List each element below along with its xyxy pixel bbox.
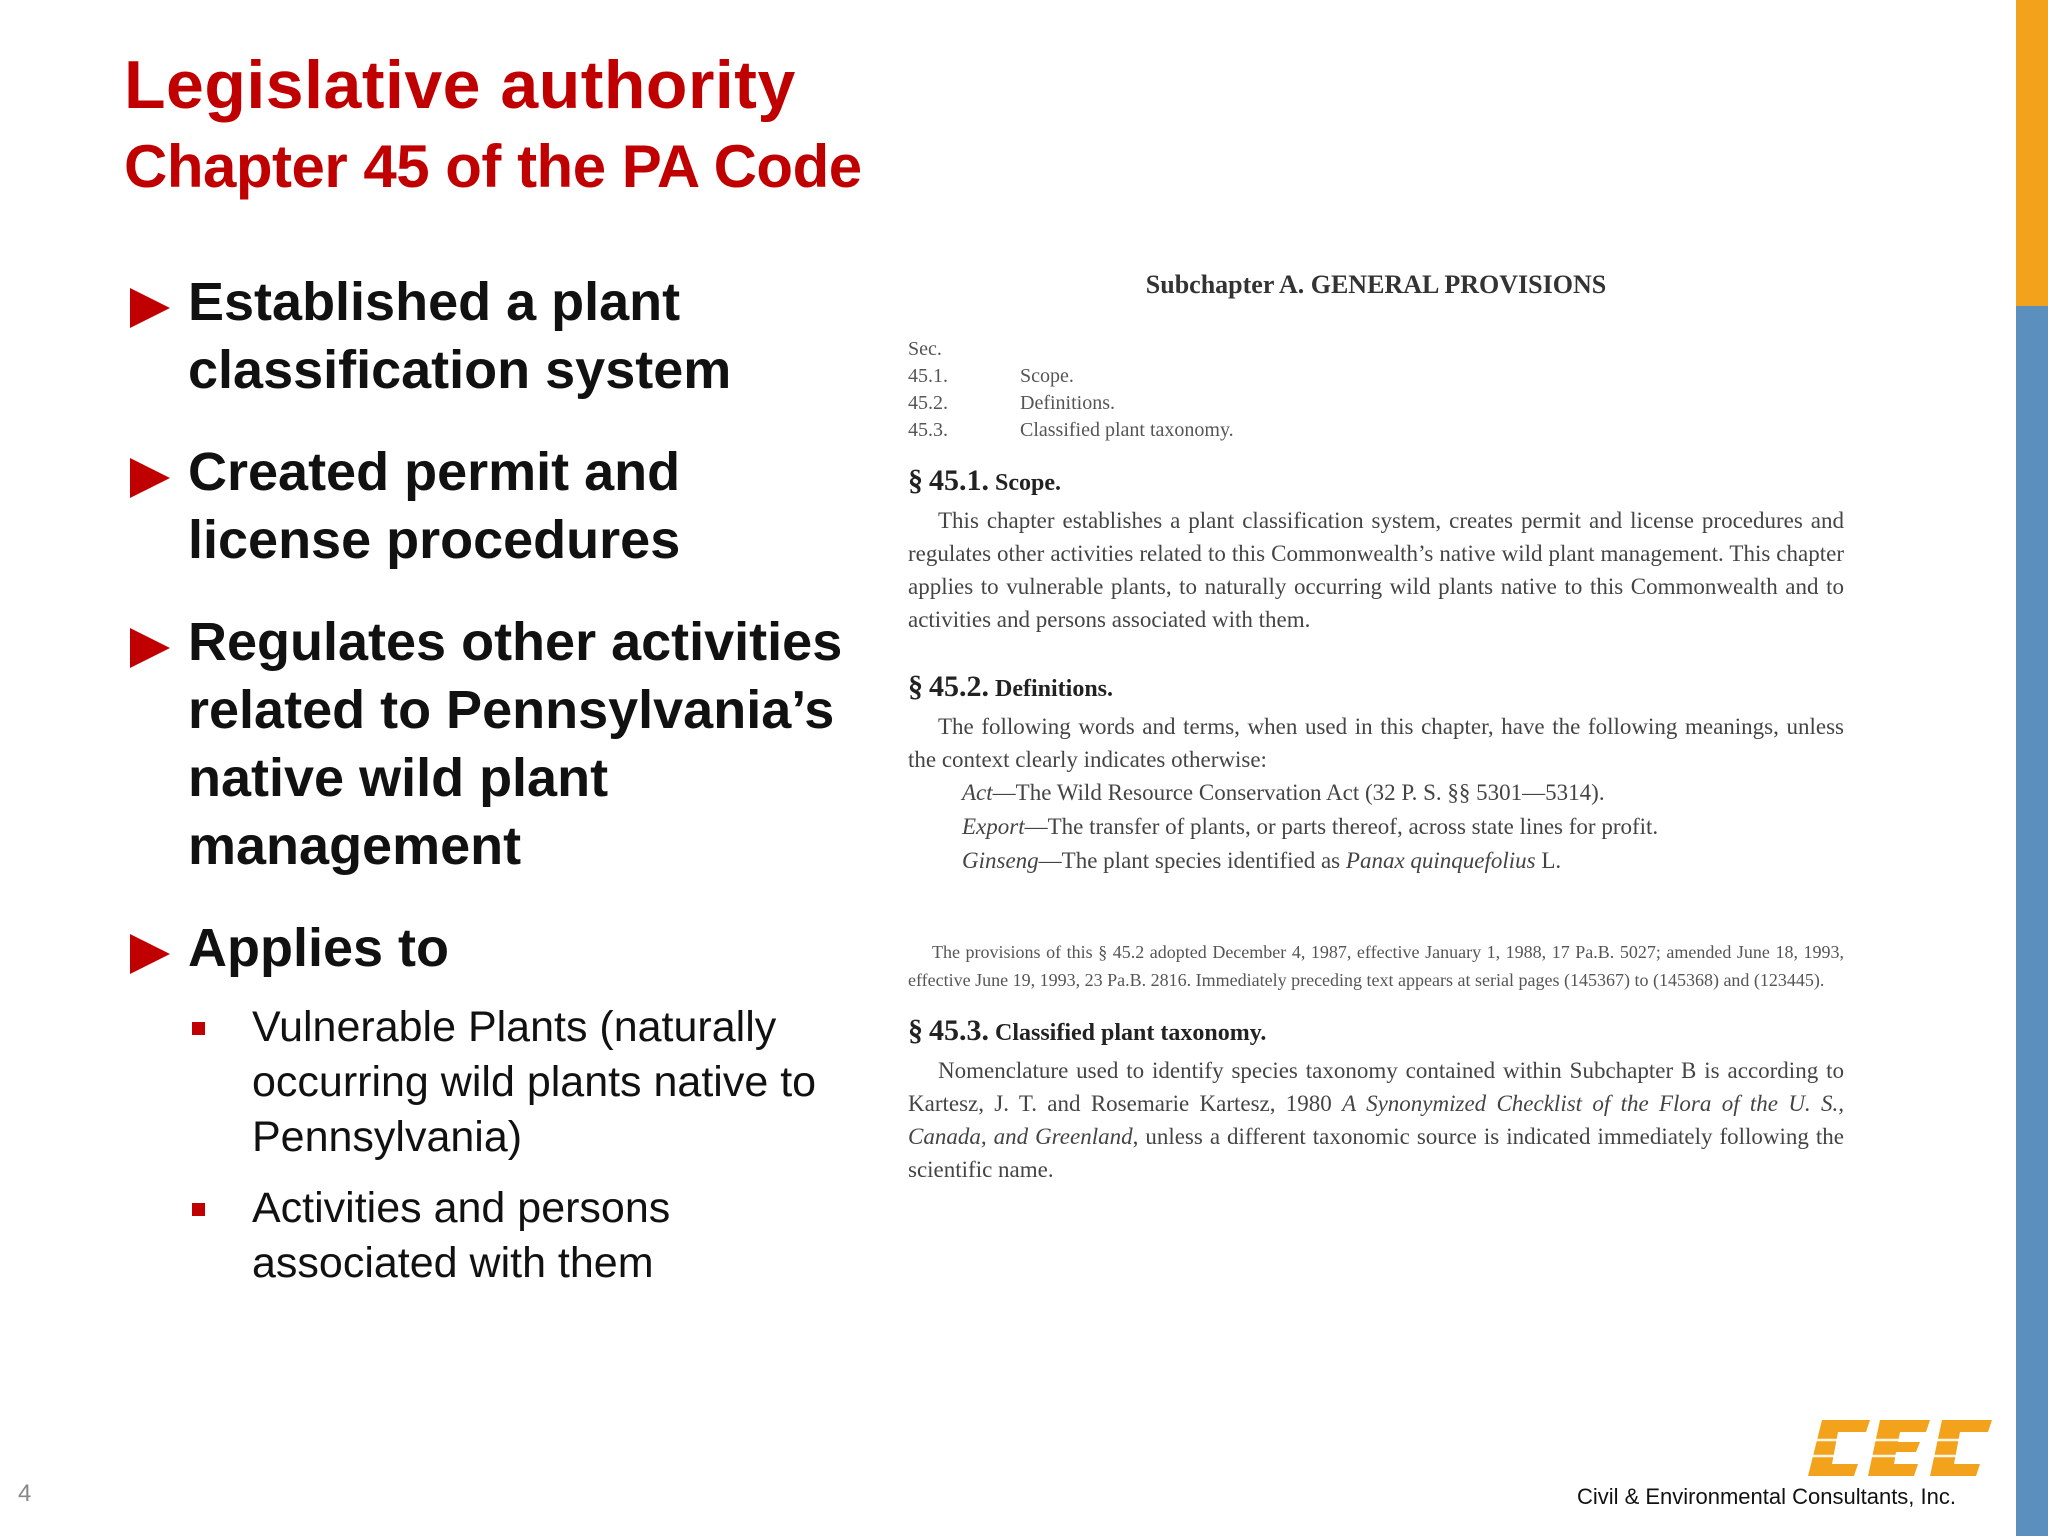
subchapter-heading: Subchapter A. GENERAL PROVISIONS bbox=[1145, 270, 1607, 299]
bullet-text: Created permit and license procedures bbox=[188, 442, 681, 570]
section-number: 45.2. bbox=[929, 670, 989, 703]
scope-body: This chapter establishes a plant classification system, creates permit and license procedures and regulates other activities related to this Commonwealth’s native wild plant management. This chapter applies to vulnerable plants, to naturally occurring wild plants native to this Commonwealth and to activities and persons associated with them. bbox=[908, 508, 1844, 632]
bullet-text: Applies to bbox=[188, 918, 450, 978]
bullet-item bbox=[124, 914, 844, 982]
section-title: Definitions. bbox=[995, 676, 1114, 702]
definition-term: Act bbox=[962, 780, 993, 805]
section-index bbox=[908, 336, 1844, 444]
taxonomy-body bbox=[908, 1054, 1844, 1186]
sidebar-accent-orange bbox=[2016, 0, 2048, 306]
toc-title: Scope. bbox=[1020, 365, 1074, 387]
definition-ginseng bbox=[908, 844, 1844, 878]
toc-row bbox=[908, 390, 1844, 417]
bullet-list bbox=[124, 268, 844, 1016]
definition-export bbox=[908, 810, 1844, 844]
section-heading-taxonomy bbox=[908, 1014, 1844, 1048]
section-number: 45.1. bbox=[929, 464, 989, 497]
definition-text: —The Wild Resource Conservation Act (32 P. S. §§ 5301—5314). bbox=[992, 780, 1605, 805]
definition-text: —The transfer of plants, or parts thereof, across state lines for profit. bbox=[1024, 814, 1659, 839]
toc-number: 45.2. bbox=[908, 392, 948, 414]
triangle-bullet-icon bbox=[130, 628, 170, 668]
section-symbol: § bbox=[908, 670, 923, 703]
taxonomy-body-end: , unless a different taxonomic source is indicated immediately following the scientific name. bbox=[908, 1124, 1844, 1182]
square-bullet-icon bbox=[192, 1203, 205, 1216]
section-number: 45.3. bbox=[929, 1014, 989, 1047]
bullet-item bbox=[124, 438, 844, 574]
toc-title: Definitions. bbox=[1020, 392, 1115, 414]
toc-row bbox=[908, 417, 1844, 444]
section-heading-definitions bbox=[908, 670, 1844, 704]
sub-bullet-list bbox=[190, 1000, 830, 1307]
sidebar-accent-blue bbox=[2016, 306, 2048, 1536]
definitions-body: The following words and terms, when used in this chapter, have the following meanings, unless the context clearly indicates otherwise: bbox=[908, 714, 1844, 772]
taxonomy-reference-title: A Synonymized Checklist of the Flora of the U. S., Canada, and Greenland bbox=[908, 1091, 1844, 1149]
definition-text: —The plant species identified as bbox=[1038, 848, 1346, 873]
source-note: The provisions of this § 45.2 adopted December 4, 1987, effective January 1, 1988, 17 Pa.B. 5027; amended June 18, 1993, effective June 19, 1993, 23 Pa.B. 2816. Immediately preceding text appears at serial pages (145367) to (145368) and (123445). bbox=[908, 942, 1844, 990]
logo-text: CEC bbox=[1900, 1473, 1905, 1475]
bullet-item bbox=[124, 268, 844, 404]
company-name: Civil & Environmental Consultants, Inc. bbox=[1576, 1484, 1956, 1509]
section-heading-scope bbox=[908, 464, 1844, 498]
definition-term: Export bbox=[962, 814, 1025, 839]
bullet-item bbox=[124, 608, 844, 880]
sub-bullet-item bbox=[190, 1181, 830, 1291]
pa-code-excerpt bbox=[908, 270, 1844, 1186]
toc-row bbox=[908, 363, 1844, 390]
bullet-text: Established a plant classification system bbox=[188, 272, 732, 400]
definition-term: Ginseng bbox=[962, 848, 1039, 873]
taxonomy-body-start: Nomenclature used to identify species taxonomy contained within Subchapter B is according to Kartesz, J. T. and Rosemarie Kartesz, 1980 bbox=[908, 1058, 1844, 1116]
triangle-bullet-icon bbox=[130, 458, 170, 498]
section-title: Classified plant taxonomy. bbox=[995, 1020, 1267, 1046]
toc-number: 45.3. bbox=[908, 419, 948, 441]
bullet-text: Regulates other activities related to Pennsylvania’s native wild plant management bbox=[188, 612, 843, 876]
slide-subtitle: Chapter 45 of the PA Code bbox=[124, 133, 862, 200]
toc-number: 45.1. bbox=[908, 365, 948, 387]
toc-header: Sec. bbox=[908, 338, 942, 360]
section-title: Scope. bbox=[995, 470, 1061, 496]
sub-bullet-text: Vulnerable Plants (naturally occurring wild plants native to Pennsylvania) bbox=[252, 1003, 817, 1161]
triangle-bullet-icon bbox=[130, 934, 170, 974]
section-symbol: § bbox=[908, 1014, 923, 1047]
toc-title: Classified plant taxonomy. bbox=[1020, 419, 1234, 441]
square-bullet-icon bbox=[192, 1022, 205, 1035]
section-symbol: § bbox=[908, 464, 923, 497]
sub-bullet-item bbox=[190, 1000, 830, 1165]
species-name: Panax quinquefolius bbox=[1345, 848, 1536, 873]
species-author: L. bbox=[1535, 848, 1562, 873]
definition-act bbox=[908, 776, 1844, 810]
triangle-bullet-icon bbox=[130, 288, 170, 328]
sub-bullet-text: Activities and persons associated with them bbox=[252, 1184, 671, 1287]
cec-logo-icon bbox=[1808, 1420, 1992, 1476]
page-number: 4 bbox=[18, 1480, 32, 1507]
slide-title: Legislative authority bbox=[124, 47, 796, 123]
